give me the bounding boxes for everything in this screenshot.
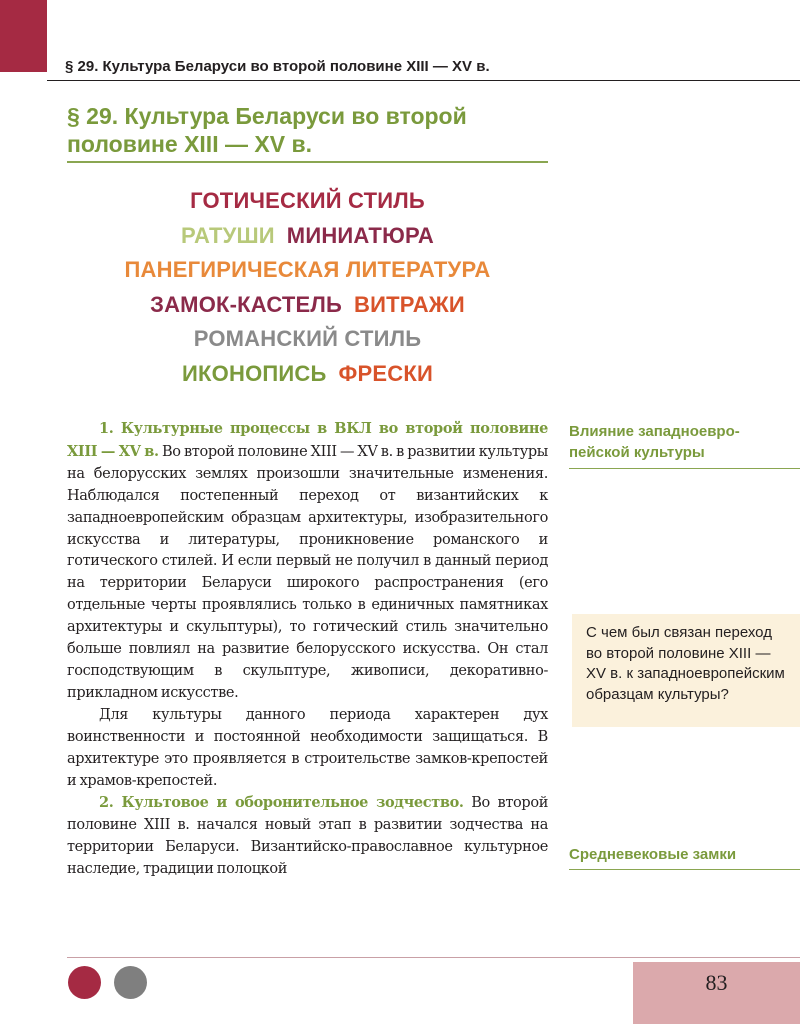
section-title-line-1: § 29. Культура Беларуси во второй — [67, 103, 467, 129]
keyword-line — [67, 219, 548, 254]
sidebar-label-line: пейской культуры — [569, 444, 705, 461]
paragraph-1-text: Во второй половине XIII — XV в. в развитии культуры на белорусских землях произошли значительные изменения. Наблюдался постепенный переход от византийских к западноевропейским образцам архитектуры, изобразительного искусства и литературы, проникновение романского и готического стилей. И если первый не получил в данный период на территории Беларуси широкого распространения (его отдельные черты проявлялись только в единичных памятниках архитектуры и скульптуры), то готический стиль значительно больше повлиял на развитие белорусского искусства. Он стал господствующим в скульптуре, живописи, декоративно-прикладном искусстве. — [67, 443, 548, 701]
sidebar-divider — [569, 468, 800, 469]
question-box: С чем был связан переход во второй половине XIII — XV в. к западноевропейским образцам культуры? — [572, 614, 800, 727]
keyword-gothic: ГОТИЧЕСКИЙ СТИЛЬ — [190, 188, 425, 213]
sidebar-divider — [569, 869, 800, 870]
keyword-line — [67, 253, 548, 288]
keyword-line — [67, 357, 548, 392]
gray-circle-icon — [114, 966, 147, 999]
footer-divider — [67, 957, 800, 958]
section-title-line-2: половине XIII — XV в. — [67, 131, 312, 157]
paragraph-2 — [67, 705, 548, 793]
keyword-line — [67, 184, 548, 219]
corner-color-block — [0, 0, 47, 72]
red-circle-icon — [68, 966, 101, 999]
header-divider — [47, 80, 800, 81]
paragraph-2-text: Для культуры данного периода характерен дух воинственности и постоянной необходимости защищаться. В архитектуре это проявляется в строительстве замков-крепостей и храмов-крепостей. — [67, 706, 548, 789]
subheading-architecture: 2. Культовое и оборонительное зодчество. — [99, 794, 464, 812]
keyword-romanesque: РОМАНСКИЙ СТИЛЬ — [193, 326, 422, 351]
subheading-cultural-processes: 1. Культурные процессы в ВКЛ во второй половине XIII — XV в. — [67, 420, 548, 460]
keyword-stained-glass: ВИТРАЖИ — [354, 291, 465, 317]
title-divider — [67, 161, 548, 163]
keyword-panegyric: ПАНЕГИРИЧЕСКАЯ ЛИТЕРАТУРА — [124, 257, 491, 282]
keyword-frescoes: ФРЕСКИ — [338, 360, 433, 386]
paragraph-3-text: Во второй половине XIII в. начался новый этап в развитии зодчества на территории Беларуси. Византийско-православное культурное наследие, традиции полоцкой — [67, 795, 549, 878]
sidebar-label-castles: Средневековые замки — [569, 846, 737, 863]
paragraph-3 — [67, 792, 548, 881]
keyword-line — [67, 322, 548, 357]
keyword-miniature: МИНИАТЮРА — [286, 222, 434, 248]
keyword-iconography: ИКОНОПИСЬ — [182, 360, 327, 386]
keyword-town-halls: РАТУШИ — [181, 222, 275, 248]
keyword-castle: ЗАМОК-КАСТЕЛЬ — [150, 291, 343, 317]
paragraph-1 — [67, 418, 548, 705]
keyword-line — [67, 288, 548, 323]
keyword-cloud — [67, 184, 548, 391]
page-number: 83 — [633, 962, 800, 1024]
main-text — [67, 418, 548, 881]
section-title — [67, 102, 547, 158]
sidebar-label-line: Влияние западноевро- — [569, 423, 740, 440]
running-header: § 29. Культура Беларуси во второй половине XIII — XV в. — [65, 58, 490, 75]
sidebar-label-western-influence — [569, 421, 769, 463]
